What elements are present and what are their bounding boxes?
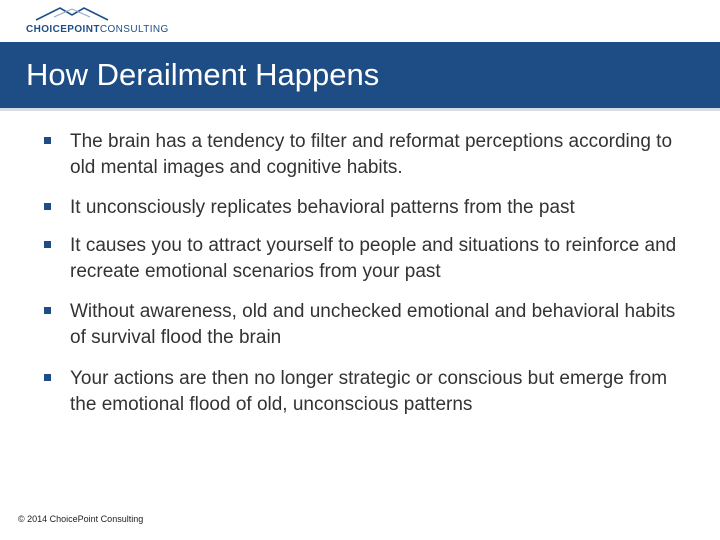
company-logo [14,4,186,40]
mountain-peaks-icon [14,4,186,24]
bullet-text: It unconsciously replicates behavioral patterns from the past [70,197,575,218]
bullet-text: Without awareness, old and unchecked emotional and behavioral habits of survival flood the brain [70,301,676,348]
logo-brand-light: CONSULTING [99,24,169,35]
bullet-marker-icon [44,241,51,248]
bullet-marker-icon [44,307,51,314]
logo-wordmark [26,24,169,35]
bullet-marker-icon [44,203,51,210]
bullet-text: Your actions are then no longer strategic or conscious but emerge from the emotional flood of old, unconscious patterns [70,368,668,415]
slide-title: How Derailment Happens [26,57,380,92]
bullet-marker-icon [44,374,51,381]
title-bar-shadow [0,108,720,111]
logo-brand-strong: CHOICEPOINT [26,24,100,35]
bullet-text: The brain has a tendency to filter and reformat perceptions according to old mental images and cognitive habits. [70,131,673,178]
bullet-marker-icon [44,137,51,144]
bullet-text: It causes you to attract yourself to people and situations to reinforce and recreate emotional scenarios from your past [70,235,677,282]
header-band [0,0,720,42]
footer-copyright: © 2014 ChoicePoint Consulting [18,514,144,524]
